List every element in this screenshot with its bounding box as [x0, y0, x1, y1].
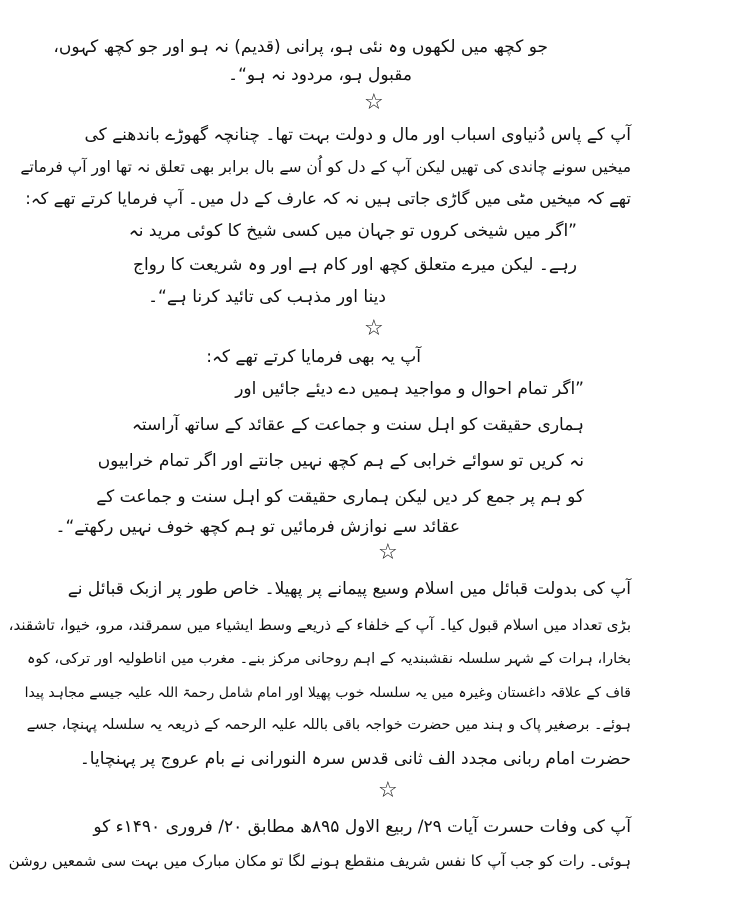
para4-line-1: آپ کی وفات حسرت آیات ۲۹/ ربیع الاول ۸۹۵ھ مطابق ۲۰/ فروری ۱۴۹۰ء کو — [93, 817, 631, 837]
para1-line-1: آپ کے پاس دُنیاوی اسباب اور مال و دولت بہت تھا۔ چنانچہ گھوڑے باندھنے کی — [84, 125, 631, 145]
para2-line: آپ یہ بھی فرمایا کرتے تھے کہ: — [206, 347, 421, 367]
quote2-line-3: نہ کریں تو سوائے خرابی کے ہم کچھ نہیں جانتے اور اگر تمام خرابیوں — [97, 451, 584, 471]
quote1-line-2: رہے۔ لیکن میرے متعلق کچھ اور کام ہے اور وہ شریعت کا رواج — [132, 255, 577, 275]
quote2-line-4: کو ہم پر جمع کر دیں لیکن ہماری حقیقت کو اہل سنت و جماعت کے — [96, 487, 584, 507]
quote1-line-3: دینا اور مذہب کی تائید کرنا ہے“۔ — [148, 287, 386, 307]
para1-line-2: میخیں سونے چاندی کی تھیں لیکن آپ کے دل کو اُن سے بال برابر بھی تعلق نہ تھا اور آپ فرماتے — [20, 158, 631, 176]
star-separator-2: ☆ — [364, 316, 384, 341]
para4-line-2: ہوئی۔ رات کو جب آپ کا نفس شریف منقطع ہونے لگا تو مکان مبارک میں بہت سی شمعیں روشن — [8, 852, 631, 870]
intro-line-1: جو کچھ میں لکھوں وہ نئی ہو، پرانی (قدیم) نہ ہو اور جو کچھ کہوں، — [53, 37, 548, 57]
quote2-line-2: ہماری حقیقت کو اہل سنت و جماعت کے عقائد کے ساتھ آراستہ — [131, 415, 584, 435]
para3-line-4: قاف کے علاقہ داغستان وغیرہ میں یہ سلسلہ خوب پھیلا اور امام شامل رحمۃ اللہ علیہ جیسے مجاہد پیدا — [24, 685, 631, 701]
quote2-line-1: ”اگر تمام احوال و مواجید ہمیں دے دیئے جائیں اور — [235, 379, 584, 399]
para1-line-3: تھے کہ میخیں مٹی میں گاڑی جاتی ہیں نہ کہ عارف کے دل میں۔ آپ فرمایا کرتے تھے کہ: — [25, 189, 631, 208]
quote1-line-1: ”اگر میں شیخی کروں تو جہان میں کسی شیخ کا کوئی مرید نہ — [128, 221, 577, 241]
para3-line-1: آپ کی بدولت قبائل میں اسلام وسیع پیمانے پر پھیلا۔ خاص طور پر ازبک قبائل نے — [67, 579, 631, 599]
para3-line-5: ہوئے۔ برصغیر پاک و ہند میں حضرت خواجہ باقی باللہ علیہ الرحمہ کے ذریعہ یہ سلسلہ پہنچا، جسے — [26, 717, 631, 733]
star-separator-1: ☆ — [364, 90, 384, 115]
para3-line-2: بڑی تعداد میں اسلام قبول کیا۔ آپ کے خلفاء کے ذریعے وسط ایشیاء میں سمرقند، مرو، خیوا، تاشقند، — [8, 616, 631, 634]
star-separator-4: ☆ — [378, 778, 398, 803]
para3-line-6: حضرت امام ربانی مجدد الف ثانی قدس سرہ النورانی نے بام عروج پر پہنچایا۔ — [79, 749, 631, 769]
star-separator-3: ☆ — [378, 540, 398, 565]
intro-line-2: مقبول ہو، مردود نہ ہو“۔ — [228, 65, 412, 85]
quote2-line-5: عقائد سے نوازش فرمائیں تو ہم کچھ خوف نہیں رکھتے“۔ — [55, 517, 460, 537]
para3-line-3: بخارا، ہرات کے شہر سلسلہ نقشبندیہ کے اہم روحانی مرکز بنے۔ مغرب میں اناطولیہ اور ترکی، کوہ — [26, 651, 631, 667]
